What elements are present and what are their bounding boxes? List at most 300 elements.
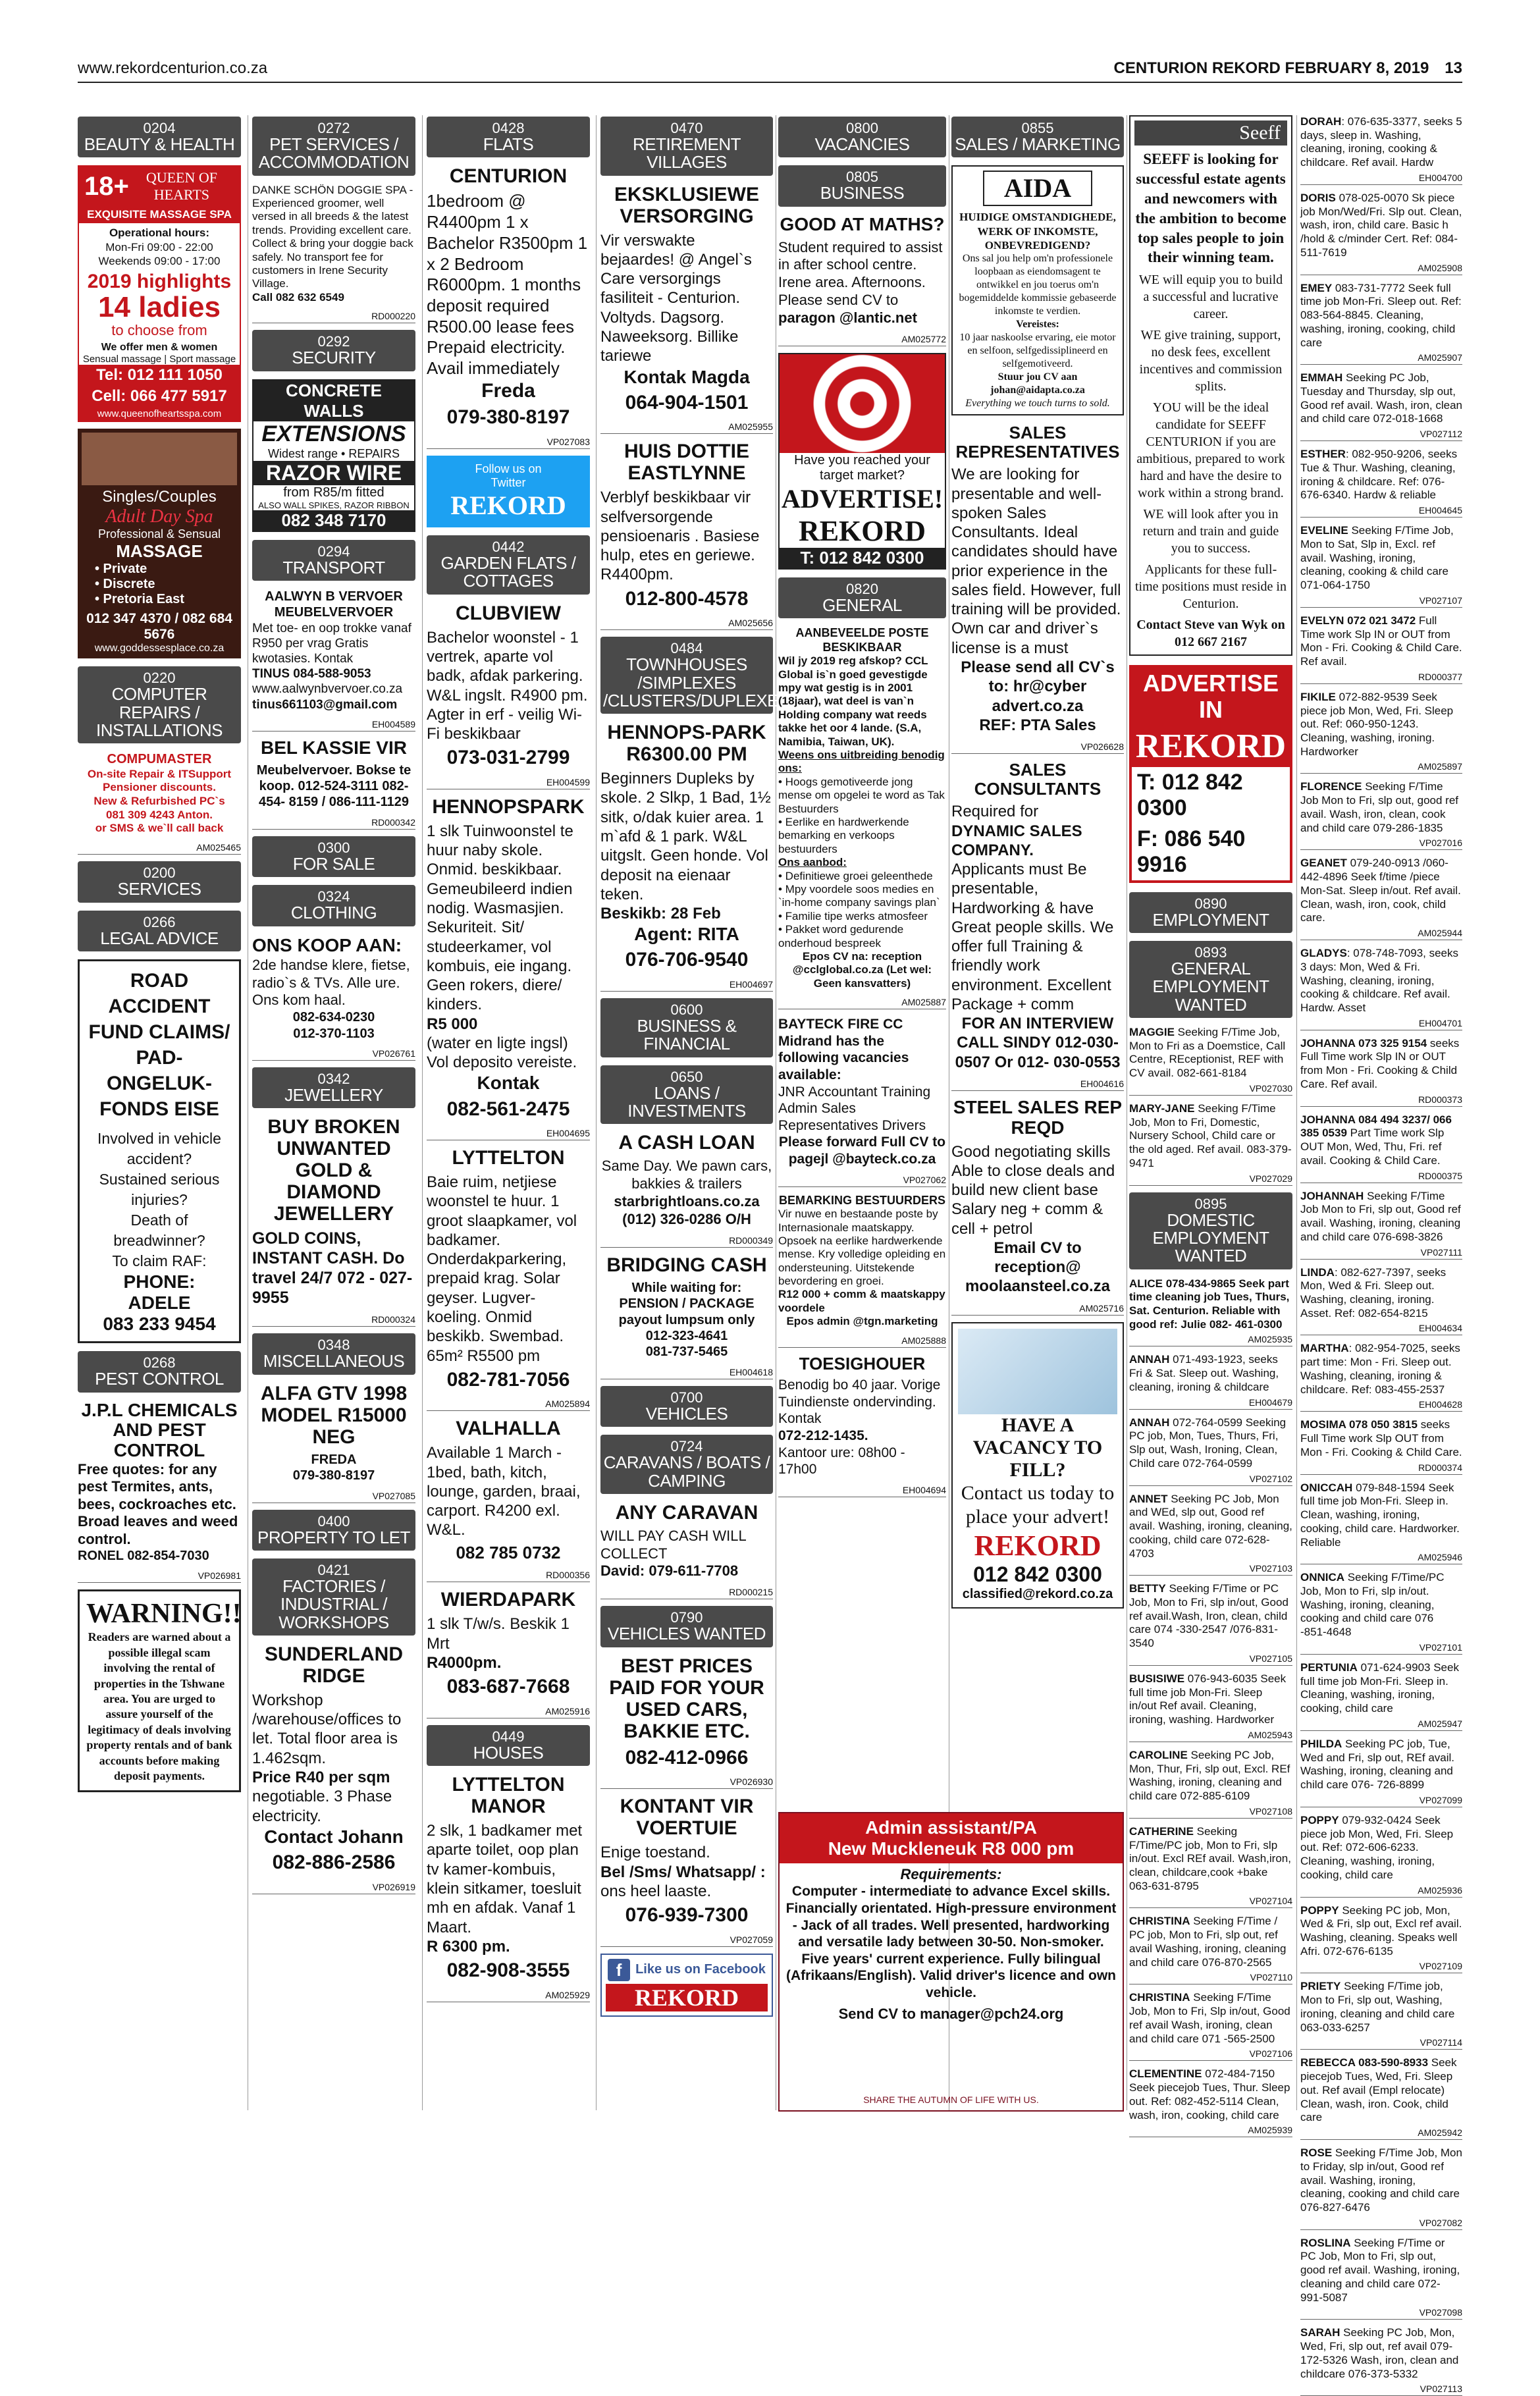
admin-assistant-ad: Admin assistant/PA New Muckleneuk R8 000 pm Requirements: Computer - intermediate to advance Excel skills. Financially orientated. High-pressure environment - Jack of all trades. Well presented, hardworking and versatile lady between 30-50. Non-smoker. Five years' current experience. Fully bilingual (Afrikaans/English). Valid driver's licence and own vehicle. Send CV to manager@pch24.org SHARE THE AUTUMN OF LIFE WITH US. bbox=[778, 1812, 1124, 2112]
hennopspark-flat-ad: HENNOPSPARK 1 slk Tuinwoonstel te huur naby skole. Onmid. beskikbaar. Gemeubileerd indien nodig. Wasmasjien. Sekuriteit. Sit/ studeerkamer, vol kombuis, eie ingang. Geen rokers, diere/ kinders. R5 000 (water en ligte ingsl) Vol deposito vereiste. Kontak 082-561-2475 bbox=[427, 795, 585, 1120]
listing-name: EVELINE bbox=[1300, 524, 1348, 537]
bridging-cash-ad: BRIDGING CASH While waiting for: PENSION / PACKAGE payout lumpsum only 012-323-4641 081-737-5465 bbox=[606, 1254, 767, 1360]
ad-ref: VP026761 bbox=[252, 1048, 415, 1061]
section-header-services: 0200 SERVICES bbox=[78, 861, 241, 902]
clubview-ad: CLUBVIEW Bachelor woonstel - 1 vertrek, aparte vol badk, afdak parkering. W&L ingslt. R4900 pm. Agter in erf - veilig Wi-Fi beskikbaar 073-031-2799 bbox=[427, 602, 588, 769]
raf-claims-ad: ROAD ACCIDENT FUND CLAIMS/ PAD-ONGELUK-FONDS EISE Involved in vehicle accident? Sustained serious injuries? Death of breadwinner? To claim RAF: PHONE: ADELE 083 233 9454 bbox=[78, 959, 241, 1343]
ad-ref: VP027113 bbox=[1300, 2383, 1462, 2396]
section-header-factories: 0421 FACTORIES / INDUSTRIAL / WORKSHOPS bbox=[252, 1558, 415, 1636]
section-header-beauty: 0204 BEAUTY & HEALTH bbox=[78, 117, 241, 157]
section-header-business: 0600 BUSINESS & FINANCIAL bbox=[600, 998, 773, 1057]
listing-name: ROSLINA bbox=[1300, 2236, 1351, 2249]
ad-ref: AM025955 bbox=[600, 421, 773, 434]
ad-ref: VP027109 bbox=[1300, 1961, 1462, 1973]
ad-ref: EH004634 bbox=[1300, 1323, 1462, 1335]
ad-ref: AM025887 bbox=[778, 997, 946, 1009]
ad-ref: VP027112 bbox=[1300, 429, 1462, 441]
listing-text: Seeking F/Time Job Mon to Fri, slp out, Good ref avail. Washing, ironing, cleaning and child care 076-698-3826 bbox=[1300, 1189, 1461, 1243]
page-header bbox=[78, 57, 1462, 83]
listing-name: DORIS bbox=[1300, 191, 1336, 204]
alfa-ad: ALFA GTV 1998 MODEL R15000 NEG FREDA 079-380-8197 bbox=[260, 1382, 408, 1483]
good-at-maths-ad: GOOD AT MATHS? Student required to assist in after school centre. Irene area. Afternoons. Please send CV to paragon @lantic.net bbox=[778, 213, 945, 326]
toesighouer-ad: TOESIGHOUER Benodig bo 40 jaar. Vorige Tuindienste ondervinding. Kontak 072-212-1435. Kantoor ure: 08h00 - 17h00 bbox=[778, 1353, 941, 1478]
listing-text: 071-493-1923, seeks Fri & Sat. Sleep out. Washing, cleaning, ironing & childcare bbox=[1129, 1353, 1279, 1393]
listing-item bbox=[1129, 1582, 1292, 1651]
ad-ref: AM025929 bbox=[427, 1990, 590, 2002]
listing-text: 072-882-9539 Seek piece job Mon, Wed, Fri. Sleep out. Ref: 060-950-1243. Cleaning, washing, ironing. Hardworker bbox=[1300, 690, 1454, 758]
listing-item bbox=[1300, 1342, 1462, 1397]
ad-ref: VP026981 bbox=[78, 1570, 241, 1583]
advertise-in-rekord-ad: ADVERTISE IN REKORD T: 012 842 0300 F: 086 540 9916 bbox=[1129, 665, 1292, 882]
general-employment-list bbox=[1129, 1026, 1292, 1186]
listing-name: CLEMENTINE bbox=[1129, 2067, 1202, 2081]
listing-text: seeks Full Time work Slp IN or OUT from Mon - Fri. Cooking & Child Care. Ref avail. bbox=[1300, 1036, 1460, 1090]
listing-item bbox=[1300, 1571, 1462, 1639]
lyttelton-ad: LYTTELTON Baie ruim, netjiese woonstel te huur. 1 groot slaapkamer, vol badkamer. Onderdakparkering, prepaid krag. Solar geyser. Lugver-koeling. Onmid beskikb. Swembad. 65m² R5500 pm 082-781-7056 bbox=[427, 1147, 577, 1391]
listing-item bbox=[1129, 1915, 1292, 1969]
ad-ref: AM025942 bbox=[1300, 2127, 1462, 2140]
listing-name: GLADYS bbox=[1300, 947, 1347, 960]
column-6 bbox=[951, 115, 1124, 2110]
section-header-general: 0820 GENERAL bbox=[778, 577, 946, 618]
aida-logo: AIDA bbox=[983, 171, 1092, 206]
listing-name: JOHANNA 084 494 3237/ 066 385 0539 bbox=[1300, 1113, 1452, 1140]
ad-ref: EH004589 bbox=[252, 719, 415, 732]
listing-text: Seeking PC Job, Mon, Wed, Fri, slp out, ref avail 079-172-5326 Wash, iron, clean and childcare 076-373-5332 bbox=[1300, 2326, 1459, 2380]
bullet-private: • Private bbox=[95, 562, 147, 577]
ad-ref: VP027105 bbox=[1129, 1653, 1292, 1666]
listing-item bbox=[1300, 2326, 1462, 2381]
section-header-domestic: 0895 DOMESTIC EMPLOYMENT WANTED bbox=[1129, 1192, 1292, 1269]
massage-title: MASSAGE bbox=[116, 541, 203, 562]
listing-name: MAGGIE bbox=[1129, 1025, 1175, 1038]
ad-ref: VP027098 bbox=[1300, 2307, 1462, 2320]
ad-ref: EH004700 bbox=[1300, 173, 1462, 185]
ad-ref: RD000373 bbox=[1300, 1094, 1462, 1107]
listing-item bbox=[1300, 1814, 1462, 1882]
listing-text: : 076-635-3377, seeks 5 days, sleep in. Washing, cleaning, ironing, cooking & childcare. Ref avail. Hardw bbox=[1300, 115, 1462, 169]
compumaster-ad: COMPUMASTER On-site Repair & ITSupport Pensioner discounts. New & Refurbished PC`s 081 309 4243 Anton. or SMS & we`ll call back bbox=[87, 752, 232, 835]
listing-item bbox=[1129, 1277, 1292, 1332]
listing-text: Seeking F/Time Job, Mon to Fri as a Doemstice, Call Centre, REceptionist, REF with CV avail. 082-661-8184 bbox=[1129, 1025, 1286, 1080]
section-header-transport: 0294 TRANSPORT bbox=[252, 540, 415, 581]
section-header-business-vac: 0805 BUSINESS bbox=[778, 165, 946, 206]
listing-text: : 082-627-7397, seeks Mon, Wed & Fri. Sleep out. Washing, cleaning, ironing. Asset. Ref: 082-654-8215 bbox=[1300, 1265, 1447, 1319]
ad-ref: EH004695 bbox=[427, 1128, 590, 1140]
vacancy-to-fill-ad: HAVE A VACANCY TO FILL? Contact us today to place your advert! REKORD 012 842 0300 classified@rekord.co.za bbox=[951, 1322, 1124, 1609]
listing-name: ROSE bbox=[1300, 2146, 1333, 2160]
ladies-count: 14 ladies bbox=[98, 291, 221, 324]
listing-item bbox=[1300, 1190, 1462, 1244]
facebook-like-ad[interactable]: f Like us on Facebook REKORD bbox=[600, 1954, 773, 2017]
ad-ref: RD000324 bbox=[252, 1314, 415, 1327]
listing-name: ALICE 078-434-9865 Seek part time cleaning job Tues, Thurs, Sat. Centurion. Reliable with good ref: Julie 082- 461-0300 bbox=[1129, 1277, 1290, 1331]
column-2 bbox=[252, 115, 415, 2110]
listing-text: 079-240-0913 /060-442-4896 Seek f/time /piece Mon-Sat. Sleep in/out. Ref avail. Clean, wash, iron, cook, child care. bbox=[1300, 857, 1461, 924]
raf-phone[interactable]: 083 233 9454 bbox=[103, 1314, 216, 1335]
seeff-ad: Seeff SEEFF is looking for successful estate agents and newcomers with the ambition to become top sales people to join their winning team. WE will equip you to build a successful and lucrative career. WE give training, support, no desk fees, excellent incentives and commission splits. YOU will be the ideal candidate for SEEFF CENTURION if you are ambitious, prepared to work hard and have the desire to work within a strong brand. WE will look after you in return and train and guide you to success. Applicants for these full-time positions must reside in Centurion. Contact Steve van Wyk on 012 667 2167 bbox=[1129, 115, 1292, 656]
ad-ref: VP027106 bbox=[1129, 2048, 1292, 2061]
aalwyn-ad: AALWYN B VERVOER MEUBELVERVOER Met toe- en oop trokke vanaf R950 per vrag Gratis kwotasies. Kontak TINUS 084-588-9053 www.aalwynbvervoer.co.za tinus661103@gmail.com bbox=[252, 589, 412, 712]
ad-ref: EH004697 bbox=[600, 979, 773, 992]
listing-text: seeks Full Time work Slp OUT from Mon - Fri. Cooking & Child Care. bbox=[1300, 1418, 1462, 1458]
listing-name: CATHERINE bbox=[1129, 1824, 1194, 1838]
listing-item bbox=[1300, 282, 1462, 350]
listing-text: Seeking F/Time Job, Mon to Sat, Slp in, Excl. ref avail. Washing, ironing, cleaning, cooking & child care 071-064-1750 bbox=[1300, 524, 1454, 592]
domestic-employment-list-continued bbox=[1300, 115, 1462, 2396]
listing-item bbox=[1300, 1738, 1462, 1792]
listing-text: Full Time work Slp IN or OUT from Mon - Fri. Cooking & Child Care. Ref avail. bbox=[1300, 614, 1462, 668]
listing-name: REBECCA 083-590-8933 bbox=[1300, 2056, 1429, 2069]
listing-name: GEANET bbox=[1300, 857, 1347, 870]
section-header-caravans: 0724 CARAVANS / BOATS / CAMPING bbox=[600, 1435, 773, 1494]
spa-photo bbox=[82, 433, 237, 485]
listing-item bbox=[1129, 1026, 1292, 1080]
section-header-loans: 0650 LOANS / INVESTMENTS bbox=[600, 1065, 773, 1125]
queen-tagline: EXQUISITE MASSAGE SPA bbox=[79, 206, 240, 223]
listing-item bbox=[1300, 2056, 1462, 2125]
ad-ref: AM025716 bbox=[951, 1303, 1124, 1316]
listing-text: Seeking F/Time/PC job, Mon to Fri, slp in/out. Excl REf avail. Wash,iron, clean, childcare,cook +bake 063-631-8795 bbox=[1129, 1824, 1291, 1892]
listing-name: ANNET bbox=[1129, 1492, 1168, 1505]
ad-ref: AM025907 bbox=[1300, 352, 1462, 365]
section-header-security: 0292 SECURITY bbox=[252, 330, 415, 371]
gold-buy-ad: BUY BROKEN UNWANTED GOLD & DIAMOND JEWELLERY GOLD COINS, INSTANT CASH. Do travel 24/7 072 - 027- 9955 bbox=[252, 1116, 413, 1308]
listing-name: CHRISTINA bbox=[1129, 1915, 1190, 1928]
ad-ref: RD000215 bbox=[600, 1587, 773, 1599]
ad-ref: VP026628 bbox=[951, 741, 1124, 754]
listing-name: ANNAH bbox=[1129, 1353, 1170, 1366]
section-header-sales: 0855 SALES / MARKETING bbox=[951, 117, 1124, 157]
ad-ref: VP027085 bbox=[252, 1491, 415, 1503]
ad-ref: RD000377 bbox=[1300, 672, 1462, 684]
listing-text: Seeking PC job, Mon, Wed & Fri, slp out, Excl ref avail. Washing, cleaning. Speaks well Afri. 072-676-6135 bbox=[1300, 1903, 1462, 1957]
section-header-clothing: 0324 CLOTHING bbox=[252, 885, 415, 926]
sales-consultants-ad: SALES CONSULTANTS Required for DYNAMIC SALES COMPANY. Applicants must Be presentable, Hardworking & have Great people skills. We offer full Training & friendly work environment. Excellent Package + comm FOR AN INTERVIEW CALL SINDY 012-030-0507 Or 012- 030-0553 bbox=[951, 760, 1121, 1071]
ad-ref: VP027062 bbox=[778, 1175, 946, 1187]
column-1 bbox=[78, 115, 241, 2110]
aanbeveelde-poste-ad: AANBEVEELDE POSTE BESKIKBAAR Wil jy 2019 reg afskop? CCL Global is`n goed gevestigde mpy wat gestig is in 2001 (18jaar), wat deel is van`n Holding company wat reeds takke het oor 4 lande. (S.A, Namibia, Taiwan, UK). Weens ons uitbreiding benodig ons: • Hoogs gemotiveerde jong mense om opgelei te word as Tak Bestuurders • Eerlike en hardwerkende bemarking en verkoops bestuurders Ons aanbod: • Definitiewe groei geleenthede • Mpy voordele soos medies en `in-home company savings plan` • Familie tipe werks atmosfeer • Pakket word gedurende onderhoud bespreek Epos CV na: reception @cclglobal.co.za (Let wel: Geen kansvatters) bbox=[778, 626, 945, 990]
seeff-logo: Seeff bbox=[1134, 120, 1287, 146]
wierdapark-ad: WIERDAPARK 1 slk T/w/s. Beskik 1 Mrt R4000pm. 083-687-7668 bbox=[427, 1589, 576, 1698]
professional-sensual: Professional & Sensual bbox=[97, 527, 221, 541]
listing-name: JOHANNA 073 325 9154 bbox=[1300, 1036, 1427, 1050]
listing-item bbox=[1129, 1991, 1292, 2046]
section-header-vehicles: 0700 VEHICLES bbox=[600, 1386, 773, 1427]
ad-ref: RD000375 bbox=[1300, 1171, 1462, 1183]
ad-ref: AM025888 bbox=[778, 1335, 946, 1348]
listing-name: FLORENCE bbox=[1300, 780, 1362, 793]
huis-dottie-ad: HUIS DOTTIE EASTLYNNE Verblyf beskikbaar vir selfversorgende pensioenaris . Basiese hulp, etes en geriewe. R4400pm. 012-800-4578 bbox=[600, 440, 760, 610]
listing-text: : 082-954-7025, seeks part time: Mon - Fri. Sleep out. Washing, cleaning, ironing & childcare. Ref: 083-455-2537 bbox=[1300, 1342, 1460, 1396]
ad-ref: AM025936 bbox=[1300, 1885, 1462, 1898]
listing-item bbox=[1300, 1037, 1462, 1092]
listing-name: POPPY bbox=[1300, 1903, 1339, 1917]
listing-name: ONNICA bbox=[1300, 1571, 1345, 1584]
listing-item bbox=[1300, 2237, 1462, 2305]
ad-ref: AM025935 bbox=[1129, 1334, 1292, 1346]
column-5 bbox=[778, 115, 946, 2110]
listing-item bbox=[1300, 1904, 1462, 1959]
listing-name: MARTHA bbox=[1300, 1342, 1349, 1355]
ad-ref: VP027107 bbox=[1300, 595, 1462, 608]
ad-ref: VP027111 bbox=[1300, 1247, 1462, 1260]
section-header-for-sale: 0300 FOR SALE bbox=[252, 836, 415, 877]
ad-ref: VP026930 bbox=[600, 1776, 773, 1789]
goddess-spa-ad bbox=[78, 429, 241, 658]
listing-name: JOHANNAH bbox=[1300, 1189, 1364, 1202]
steel-sales-ad: STEEL SALES REP REQD Good negotiating skills Able to close deals and build new client base Salary neg + comm & cell + petrol Email CV to reception@ moolaansteel.co.za bbox=[951, 1096, 1123, 1296]
ad-ref: AM025943 bbox=[1129, 1730, 1292, 1742]
ad-ref: VP027104 bbox=[1129, 1896, 1292, 1908]
listing-name: EMMAH bbox=[1300, 371, 1343, 385]
adult-day-spa: Adult Day Spa bbox=[105, 506, 213, 527]
listing-text: 072-484-7150 Seek piecejob Tues, Thur. Sleep out. Ref: 082-452-5114 Clean, wash, iron, cooking, child care bbox=[1129, 2067, 1290, 2121]
ad-ref: EH004618 bbox=[600, 1367, 773, 1379]
listing-name: BUSISIWE bbox=[1129, 1672, 1185, 1685]
listing-text: : 082-950-9206, seeks Tue & Thur. Washing, cleaning, ironing & childcare. Ref: 076-676-6340. Hardw & reliable bbox=[1300, 448, 1458, 502]
ad-ref: VP027114 bbox=[1300, 2037, 1462, 2050]
lyttelton-manor-ad: LYTTELTON MANOR 2 slk, 1 badkamer met aparte toilet, oop plan tv kamer-kombuis, klein sitkamer, toesluit mh en afdak. Vanaf 1 Maart. R 6300 pm. 082-908-3555 bbox=[427, 1774, 583, 1982]
section-header-vehicles-wanted: 0790 VEHICLES WANTED bbox=[600, 1606, 773, 1647]
ad-ref: AM025656 bbox=[600, 618, 773, 630]
section-header-jewellery: 0342 JEWELLERY bbox=[252, 1067, 415, 1108]
masthead bbox=[1114, 59, 1462, 78]
listing-text: 076-943-6035 Seek full time job Mon-Fri. Sleep in/out Ref avail. Cleaning, ironing, washing. Hardworker bbox=[1129, 1672, 1287, 1726]
listing-text: Seeking F/Time Job, Mon to Friday, slp in/out, Good ref avail. Washing, ironing, cleaning, cooking and child care 076-827-6476 bbox=[1300, 2146, 1462, 2214]
listing-item bbox=[1300, 1481, 1462, 1550]
ad-ref: AM025894 bbox=[427, 1398, 590, 1411]
ad-ref: EH004694 bbox=[778, 1485, 946, 1497]
listing-item bbox=[1300, 614, 1462, 669]
domestic-employment-list bbox=[1129, 1277, 1292, 2138]
listing-text: Seeking F/Time Job, Mon to Fri, Domestic, Nursery School, Child care or the old aged. Ref avail. 083-379-9471 bbox=[1129, 1102, 1292, 1169]
offer-text: We offer men & women bbox=[101, 342, 218, 354]
listing-name: PHILDA bbox=[1300, 1737, 1342, 1750]
listing-item bbox=[1129, 1672, 1292, 1727]
listing-item bbox=[1300, 780, 1462, 835]
listing-item bbox=[1300, 947, 1462, 1015]
sunderland-ad: SUNDERLAND RIDGE Workshop /warehouse/offices to let. Total floor area is 1.462sqm. Price R40 per sqm negotiable. 3 Phase electricity. Contact Johann 082-886-2586 bbox=[252, 1643, 404, 1873]
listing-name: ESTHER bbox=[1300, 448, 1346, 461]
section-header-misc: 0348 MISCELLANEOUS bbox=[252, 1333, 415, 1374]
best-prices-ad: BEST PRICES PAID FOR YOUR USED CARS, BAKKIE ETC. 082-412-0966 bbox=[609, 1655, 764, 1769]
ad-ref: VP027108 bbox=[1129, 1806, 1292, 1819]
ad-ref: VP027082 bbox=[1300, 2218, 1462, 2230]
ad-ref: EH004616 bbox=[951, 1078, 1124, 1091]
walls-phone[interactable]: 082 348 7170 bbox=[253, 510, 414, 531]
listing-item bbox=[1129, 1825, 1292, 1894]
concrete-walls-ad: CONCRETE WALLS EXTENSIONS Widest range • REPAIRS RAZOR WIRE from R85/m fitted ALSO WALL SPIKES, RAZOR RIBBON 082 348 7170 bbox=[252, 379, 415, 532]
hours-title: Operational hours: bbox=[109, 226, 210, 240]
any-caravan-ad: ANY CARAVAN WILL PAY CASH WILL COLLECT David: 079-611-7708 bbox=[600, 1501, 758, 1580]
paper-date: CENTURION REKORD FEBRUARY 8, 2019 bbox=[1113, 59, 1429, 77]
listing-item bbox=[1129, 2067, 1292, 2122]
ad-ref: EH004701 bbox=[1300, 1018, 1462, 1030]
ad-ref: VP027016 bbox=[1300, 838, 1462, 850]
bullet-discrete: • Discrete bbox=[95, 577, 155, 592]
section-header-retirement: 0470 RETIREMENT VILLAGES bbox=[600, 117, 773, 176]
listing-text: : 078-748-7093, seeks 3 days: Mon, Wed & Fri. Washing, cleaning, ironing, cooking & childcare. Ref avail. Hardw. Asset bbox=[1300, 947, 1459, 1014]
listing-item bbox=[1129, 1493, 1292, 1561]
listing-item bbox=[1300, 524, 1462, 593]
ad-ref: VP027101 bbox=[1300, 1642, 1462, 1655]
target-dartboard-icon bbox=[780, 354, 945, 453]
listing-item bbox=[1300, 192, 1462, 260]
listing-item bbox=[1300, 1266, 1462, 1321]
ad-ref: RD000220 bbox=[252, 311, 415, 323]
listing-item bbox=[1300, 691, 1462, 759]
ad-ref: AM025947 bbox=[1300, 1718, 1462, 1731]
ad-ref: VP027029 bbox=[1129, 1173, 1292, 1186]
bullet-pretoria-east: • Pretoria East bbox=[95, 592, 184, 607]
listing-name: POPPY bbox=[1300, 1813, 1339, 1826]
listing-item bbox=[1300, 115, 1462, 170]
bayteck-ad: BAYTECK FIRE CC Midrand has the following vacancies available: JNR Accountant Training Admin Sales Representatives Drivers Please forward Full CV to pagejl @bayteck.co.za bbox=[778, 1017, 946, 1167]
queen-tel[interactable]: Tel: 012 111 1050 bbox=[79, 365, 240, 386]
listing-text: 079-932-0424 Seek piece job Mon, Wed, Fri. Sleep out. Ref: 072-606-6233. Cleaning, washing, ironing, cooking, child care bbox=[1300, 1813, 1454, 1881]
hennopspark-duplex-ad: HENNOPS-PARK R6300.00 PM Beginners Dupleks by skole. 2 Slkp, 1 Bad, 1½ sitk, o/dak kuier area. 1 m`afd & 1 park. W&L uitgslt. Geen honde. Vol deposit na eienaar teken. Beskikb: 28 Feb Agent: RITA 076-706-9540 bbox=[600, 722, 771, 971]
ad-ref: AM025916 bbox=[427, 1706, 590, 1718]
listing-text: Seeking F/Time or PC Job, Mon to Fri, slp in/out, Good ref avail.Wash, Iron, clean, child care 074 -330-2547 /076-831-3540 bbox=[1129, 1582, 1288, 1650]
warning-notice: WARNING!! Readers are warned about a possible illegal scam involving the rental of properties in the Tshwane area. You are urged to assure yourself of the legitimacy of deals involving property rentals and of bank accounts before making deposit payments. bbox=[78, 1589, 241, 1792]
listing-item bbox=[1300, 1661, 1462, 1716]
offer-types: Sensual massage | Sport massage bbox=[82, 354, 236, 365]
doggie-spa-ad: DANKE SCHÖN DOGGIE SPA - Experienced groomer, well versed in all breeds & the latest trends. Providing excellent care. Collect & bring your doggie back safely. No transport fee for customers in Irene Security Village. Call 082 632 6549 bbox=[252, 183, 413, 304]
listing-text: Seeking PC Job, Tuesday and Thursday, slp out, Good ref avail. Wash, iron, clean and child care 072-018-1668 bbox=[1300, 371, 1462, 425]
ad-ref: EH004645 bbox=[1300, 505, 1462, 518]
listing-item bbox=[1300, 1418, 1462, 1459]
section-header-vacancies: 0800 VACANCIES bbox=[778, 117, 946, 157]
listing-item bbox=[1129, 1102, 1292, 1171]
listing-text: 079-848-1594 Seek full time job Mon-Fri. Sleep in. Clean, washing, ironing, cooking, child care. Hardworker. Reliable bbox=[1300, 1481, 1460, 1549]
age-restriction-icon: 18+ bbox=[84, 171, 129, 201]
ad-ref: RD000356 bbox=[427, 1570, 590, 1582]
listing-item bbox=[1129, 1416, 1292, 1471]
listing-text: 071-624-9903 Seek full time job Mon-Fri. Sleep in. Cleaning, washing, ironing, cooking, child care bbox=[1300, 1661, 1459, 1715]
listing-name: ANNAH bbox=[1129, 1416, 1170, 1429]
listing-text: Seeking F/Time/PC Job, Mon to Fri, slp in/out. Washing, ironing, cleaning, cooking and child care 076 -851-4648 bbox=[1300, 1571, 1445, 1639]
kontant-ad: KONTANT VIR VOERTUIE Enige toestand. Bel /Sms/ Whatsapp/ : ons heel laaste. 076-939-7300 bbox=[600, 1796, 766, 1927]
ad-ref: RD000342 bbox=[252, 817, 415, 830]
section-header-houses: 0449 HOUSES bbox=[427, 1725, 590, 1766]
queen-logo: QUEEN OF HEARTS bbox=[146, 169, 218, 203]
ad-ref: AM025897 bbox=[1300, 761, 1462, 774]
column-7 bbox=[1129, 115, 1292, 2136]
listing-text: 078-025-0070 Sk piece job Mon/Wed/Fri. Slp out. Clean, wash, iron, child care. Basic h /hold & c/minder Cert. Ref: 084-511-7619 bbox=[1300, 191, 1462, 259]
twitter-follow-ad[interactable]: Follow us on Twitter REKORD bbox=[427, 456, 590, 527]
hours-weekend: Weekends 09:00 - 17:00 bbox=[98, 254, 221, 267]
hours-weekday: Mon-Fri 09:00 - 22:00 bbox=[105, 240, 213, 253]
choose-text: to choose from bbox=[111, 322, 207, 339]
queen-cell[interactable]: Cell: 066 477 5917 bbox=[79, 386, 240, 407]
section-header-legal: 0266 LEGAL ADVICE bbox=[78, 911, 241, 951]
ad-ref: EH004599 bbox=[427, 777, 590, 789]
ad-ref: AM025908 bbox=[1300, 263, 1462, 275]
section-header-employment: 0890 EMPLOYMENT bbox=[1129, 892, 1292, 933]
listing-name: MOSIMA 078 050 3815 bbox=[1300, 1418, 1418, 1431]
listing-name: PRIETY bbox=[1300, 1980, 1341, 1993]
centurion-flats-ad: CENTURION 1bedroom @ R4400pm 1 x Bachelor R3500pm 1 x 2 Bedroom R6000pm. 1 months deposit required R500.00 lease fees Prepaid electricity. Avail immediately Freda 079-380-8197 bbox=[427, 165, 588, 429]
listing-name: EMEY bbox=[1300, 281, 1333, 294]
ad-ref: AM025946 bbox=[1300, 1552, 1462, 1564]
eksklusiewe-ad: EKSKLUSIEWE VERSORGING Vir verswakte bejaardes! @ Angel`s Care versorgings fasiliteit - Centurion. Voltyds. Dagsorg. Naweeksorg. Billike tariewe Kontak Magda 064-904-1501 bbox=[600, 183, 760, 413]
listing-name: EVELYN 072 021 3472 bbox=[1300, 614, 1416, 627]
cash-loan-ad: A CASH LOAN Same Day. We pawn cars, bakkies & trailers starbrightloans.co.za (012) 326-0286 O/H bbox=[601, 1132, 772, 1227]
listing-item bbox=[1300, 371, 1462, 426]
column-4 bbox=[600, 115, 789, 2110]
ad-ref: AM025939 bbox=[1129, 2125, 1292, 2137]
sales-reps-ad: SALES REPRESENTATIVES We are looking for presentable and well-spoken Sales Consultants. Ideal candidates should have prior experience in the sales field. However, full training will be provided. Own car and driver`s license is a must Please send all CV`s to: hr@cyber advert.co.za REF: PTA Sales bbox=[951, 423, 1121, 734]
ad-ref: VP027103 bbox=[1129, 1563, 1292, 1576]
section-header-computer: 0220 COMPUTER REPAIRS / INSTALLATIONS bbox=[78, 666, 241, 743]
aida-ad: AIDA HUIDIGE OMSTANDIGHEDE, WERK OF INKOMSTE, ONBEVREDIGEND? Ons sal jou help om'n professionele loopbaan as eiendomsagent te ontwikkel en jou toerus om'n bogemiddelde kommissie gebaseerde inkomste te verdien. Vereistes: 10 jaar naskoolse ervaring, eie motor en selfoon, selfgedissiplineerd en selfgemotiveerd. Stuur jou CV aan johan@aidapta.co.za Everything we touch turns to sold. bbox=[951, 165, 1124, 415]
ad-ref: RD000374 bbox=[1300, 1462, 1462, 1475]
valhalla-ad: VALHALLA Available 1 March - 1bed, bath, kitch, lounge, garden, braai, carport. R4200 exl. W&L. 082 785 0732 bbox=[427, 1418, 581, 1562]
ad-ref: VP027099 bbox=[1300, 1795, 1462, 1807]
section-header-general-employment: 0893 GENERAL EMPLOYMENT WANTED bbox=[1129, 941, 1292, 1018]
listing-text: Seeking F/Time Job, Mon to Fri, Slp in/out, Good ref avail Wash, ironing, clean and child care 071 -565-2500 bbox=[1129, 1991, 1290, 2045]
listing-item bbox=[1300, 857, 1462, 925]
handshake-photo bbox=[958, 1329, 1117, 1414]
ad-ref: VP027059 bbox=[600, 1934, 773, 1947]
ad-ref: AM025944 bbox=[1300, 928, 1462, 940]
ad-ref: VP027083 bbox=[427, 437, 590, 449]
listing-item bbox=[1129, 1749, 1292, 1803]
bel-kassie-ad: BEL KASSIE VIR Meubelvervoer. Bokse te koop. 012-524-3111 082-454- 8159 / 086-111-1129 bbox=[256, 737, 412, 810]
listing-name: BETTY bbox=[1129, 1582, 1166, 1595]
facebook-icon: f bbox=[608, 1959, 630, 1981]
ad-ref: VP027030 bbox=[1129, 1083, 1292, 1096]
section-header-flats: 0428 FLATS bbox=[427, 117, 590, 157]
column-8 bbox=[1300, 115, 1462, 2395]
listing-text: Seeking F/Time Job Mon to Fri, slp out, good ref avail. Wash, iron, clean, cook and child care 079-286-1835 bbox=[1300, 780, 1459, 834]
listing-text: Part Time work Slp OUT Mon, Wed, Thu, Fri. ref avail. Cooking & Child Care. bbox=[1300, 1127, 1445, 1167]
listing-text: Seeking PC Job, Mon and WEd, slp out, Good ref avail. Washing, ironing, cleaning, cooking, child care 072-628-4703 bbox=[1129, 1492, 1292, 1560]
listing-name: MARY-JANE bbox=[1129, 1102, 1195, 1115]
ad-ref: VP026919 bbox=[252, 1882, 415, 1894]
ons-koop-ad: ONS KOOP AAN: 2de handse klere, fietse, radio`s & TVs. Alle ure. Ons kom haal. 082-634-0230 012-370-1103 bbox=[252, 934, 410, 1041]
section-header-townhouses: 0484 TOWNHOUSES /SIMPLEXES /CLUSTERS/DUPLEXES bbox=[600, 637, 773, 714]
listing-name: PERTUNIA bbox=[1300, 1661, 1358, 1674]
listing-name: SARAH bbox=[1300, 2326, 1341, 2339]
goddess-website[interactable]: www.goddessesplace.co.za bbox=[94, 643, 225, 654]
singles-couples: Singles/Couples bbox=[102, 488, 217, 506]
listing-text: Seeking F/Time / PC job, Mon to Fri, slp out, ref avail Washing, ironing, cleaning and child care 076-870-2565 bbox=[1129, 1915, 1287, 1969]
section-header-pets: 0272 PET SERVICES / ACCOMMODATION bbox=[252, 117, 415, 176]
column-3 bbox=[427, 115, 590, 2110]
listing-item bbox=[1300, 1980, 1462, 2035]
ad-ref: AM025465 bbox=[78, 842, 241, 855]
bemarking-ad: BEMARKING BESTUURDERS Vir nuwe en bestaande poste by Internasionale maatskappy. Opsoek na eerlike hardwerkende mense. Kry volledige opleiding en ondersteuning. Uitstekende bevordering en groei. R12 000 + comm & maatskappy voordele Epos admin @tgn.marketing bbox=[778, 1193, 946, 1328]
listing-name: ONICCAH bbox=[1300, 1481, 1353, 1494]
site-url[interactable]: www.rekordcenturion.co.za bbox=[78, 59, 268, 77]
ad-ref: VP027102 bbox=[1129, 1474, 1292, 1486]
listing-item bbox=[1129, 1353, 1292, 1394]
listing-text: 083-731-7772 Seek full time job Mon-Fri. Sleep out. Ref: 083-564-8845. Cleaning, washing, ironing, cooking, child care bbox=[1300, 281, 1462, 349]
ad-ref: EH004628 bbox=[1300, 1399, 1462, 1412]
listing-text: Seeking PC job, Tue, Wed and Fri, slp out, REf avail. Washing, ironing, cleaning and child care 076- 726-8899 bbox=[1300, 1737, 1455, 1792]
listing-text: Seek piecejob Tues, Wed, Fri. Sleep out. Ref avail (Empl relocate) Clean, wash, iron. Cook, child care bbox=[1300, 2056, 1457, 2124]
listing-name: LINDA bbox=[1300, 1265, 1335, 1279]
section-header-garden-flats: 0442 GARDEN FLATS / COTTAGES bbox=[427, 535, 590, 595]
ad-ref: VP027110 bbox=[1129, 1972, 1292, 1984]
ad-ref: AM025772 bbox=[778, 334, 946, 346]
listing-name: CHRISTINA bbox=[1129, 1991, 1190, 2004]
ad-ref: RD000349 bbox=[600, 1235, 773, 1248]
queen-website[interactable]: www.queenofheartsspa.com bbox=[79, 407, 240, 421]
goddess-tel[interactable]: 012 347 4370 / 082 684 5676 bbox=[86, 611, 232, 643]
